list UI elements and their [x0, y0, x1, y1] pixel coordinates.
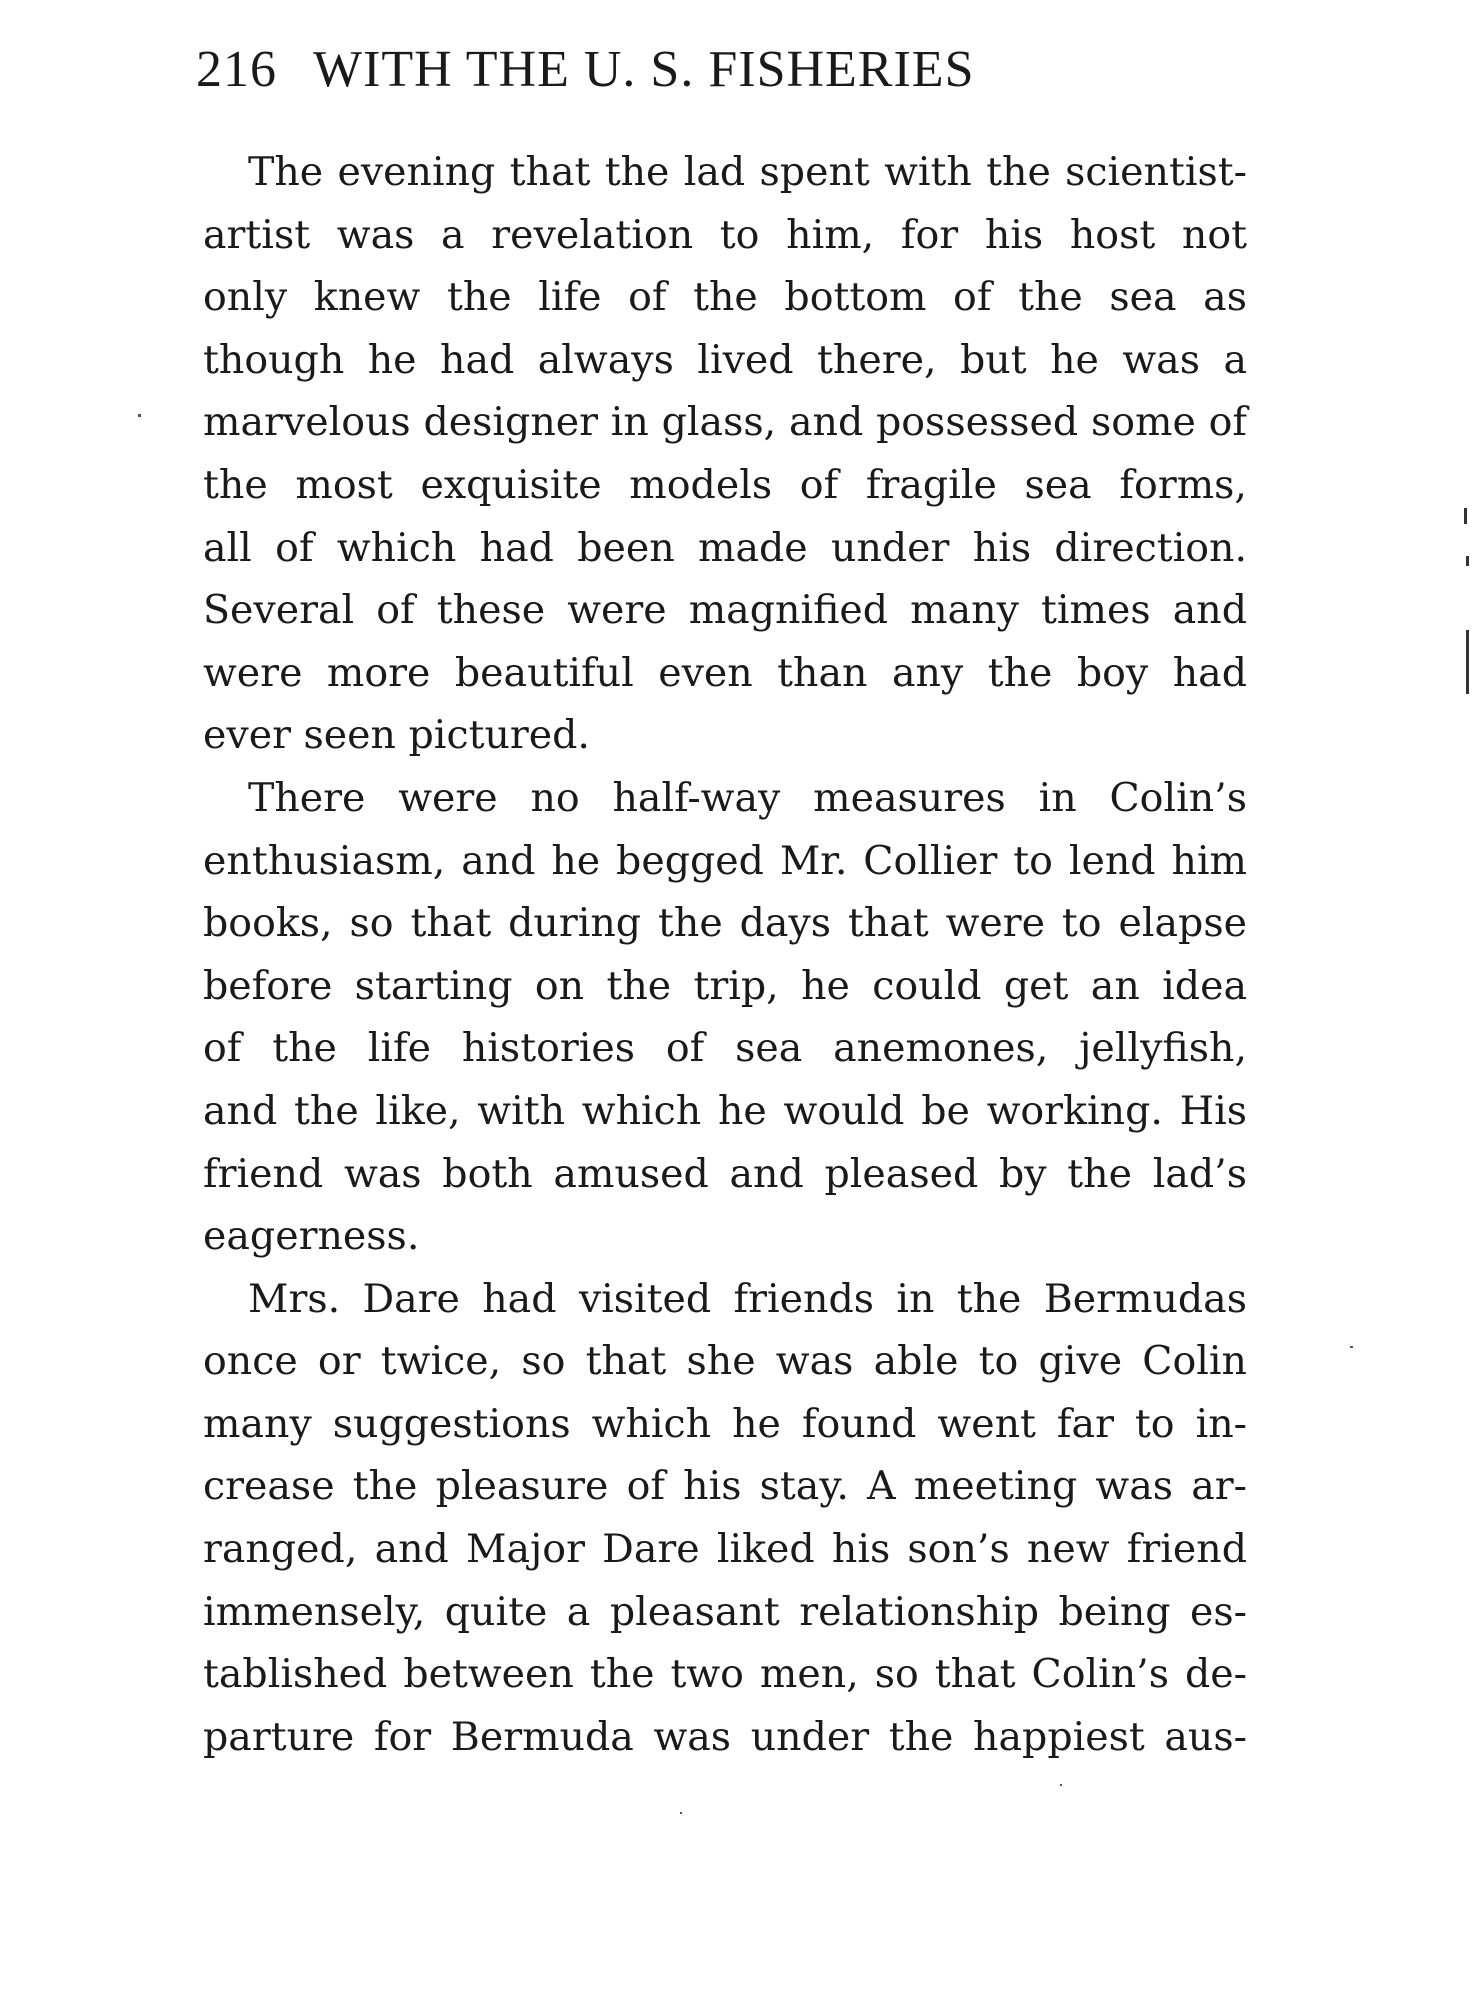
text-line: There were no half-way measures in Colin’s: [248, 774, 1247, 821]
text-line: before starting on the trip, he could get an idea: [203, 962, 1247, 1009]
scan-speck: [1060, 1784, 1062, 1786]
body-text: [203, 141, 1247, 1768]
page-edge-mark: [1466, 556, 1469, 566]
scan-speck: [680, 1812, 682, 1814]
running-title: WITH THE U. S. FISHERIES: [313, 41, 975, 98]
text-line: Mrs. Dare had visited friends in the Bermudas: [248, 1275, 1247, 1322]
text-line: ranged, and Major Dare liked his son’s new friend: [203, 1526, 1247, 1573]
text-line: crease the pleasure of his stay. A meeting was ar-: [203, 1463, 1247, 1510]
text-line: were more beautiful even than any the boy had: [203, 649, 1247, 696]
text-line: many suggestions which he found went far to in-: [203, 1400, 1247, 1447]
text-line: once or twice, so that she was able to give Colin: [203, 1338, 1247, 1385]
page-number: 216: [196, 41, 277, 98]
text-line: friend was both amused and pleased by the lad’s: [203, 1150, 1247, 1197]
scan-speck: [138, 414, 141, 417]
scan-speck: [1350, 1346, 1353, 1348]
text-line: tablished between the two men, so that Colin’s de-: [203, 1651, 1247, 1698]
page-edge-mark: [1464, 508, 1467, 524]
text-line: all of which had been made under his direction.: [203, 524, 1247, 571]
running-header: [196, 40, 1296, 110]
text-line: and the like, with which he would be working. His: [203, 1087, 1247, 1134]
text-line: books, so that during the days that were to elapse: [203, 900, 1247, 947]
text-line: of the life histories of sea anemones, jellyfish,: [203, 1025, 1247, 1072]
text-line: enthusiasm, and he begged Mr. Collier to lend him: [203, 837, 1247, 884]
text-line: artist was a revelation to him, for his host not: [203, 211, 1247, 258]
page-edge-mark: [1466, 630, 1469, 694]
text-line: The evening that the lad spent with the scientist-: [248, 149, 1247, 195]
text-line: eagerness.: [203, 1213, 420, 1260]
text-line: immensely, quite a pleasant relationship being es-: [203, 1588, 1247, 1635]
text-line: marvelous designer in glass, and possessed some of: [203, 399, 1247, 446]
text-line: though he had always lived there, but he was a: [203, 336, 1247, 383]
text-line: ever seen pictured.: [203, 712, 590, 759]
text-line: Several of these were magnified many times and: [203, 587, 1247, 634]
text-line: the most exquisite models of fragile sea forms,: [203, 461, 1247, 508]
text-line: parture for Bermuda was under the happiest aus-: [203, 1713, 1247, 1760]
text-line: only knew the life of the bottom of the sea as: [203, 274, 1247, 321]
